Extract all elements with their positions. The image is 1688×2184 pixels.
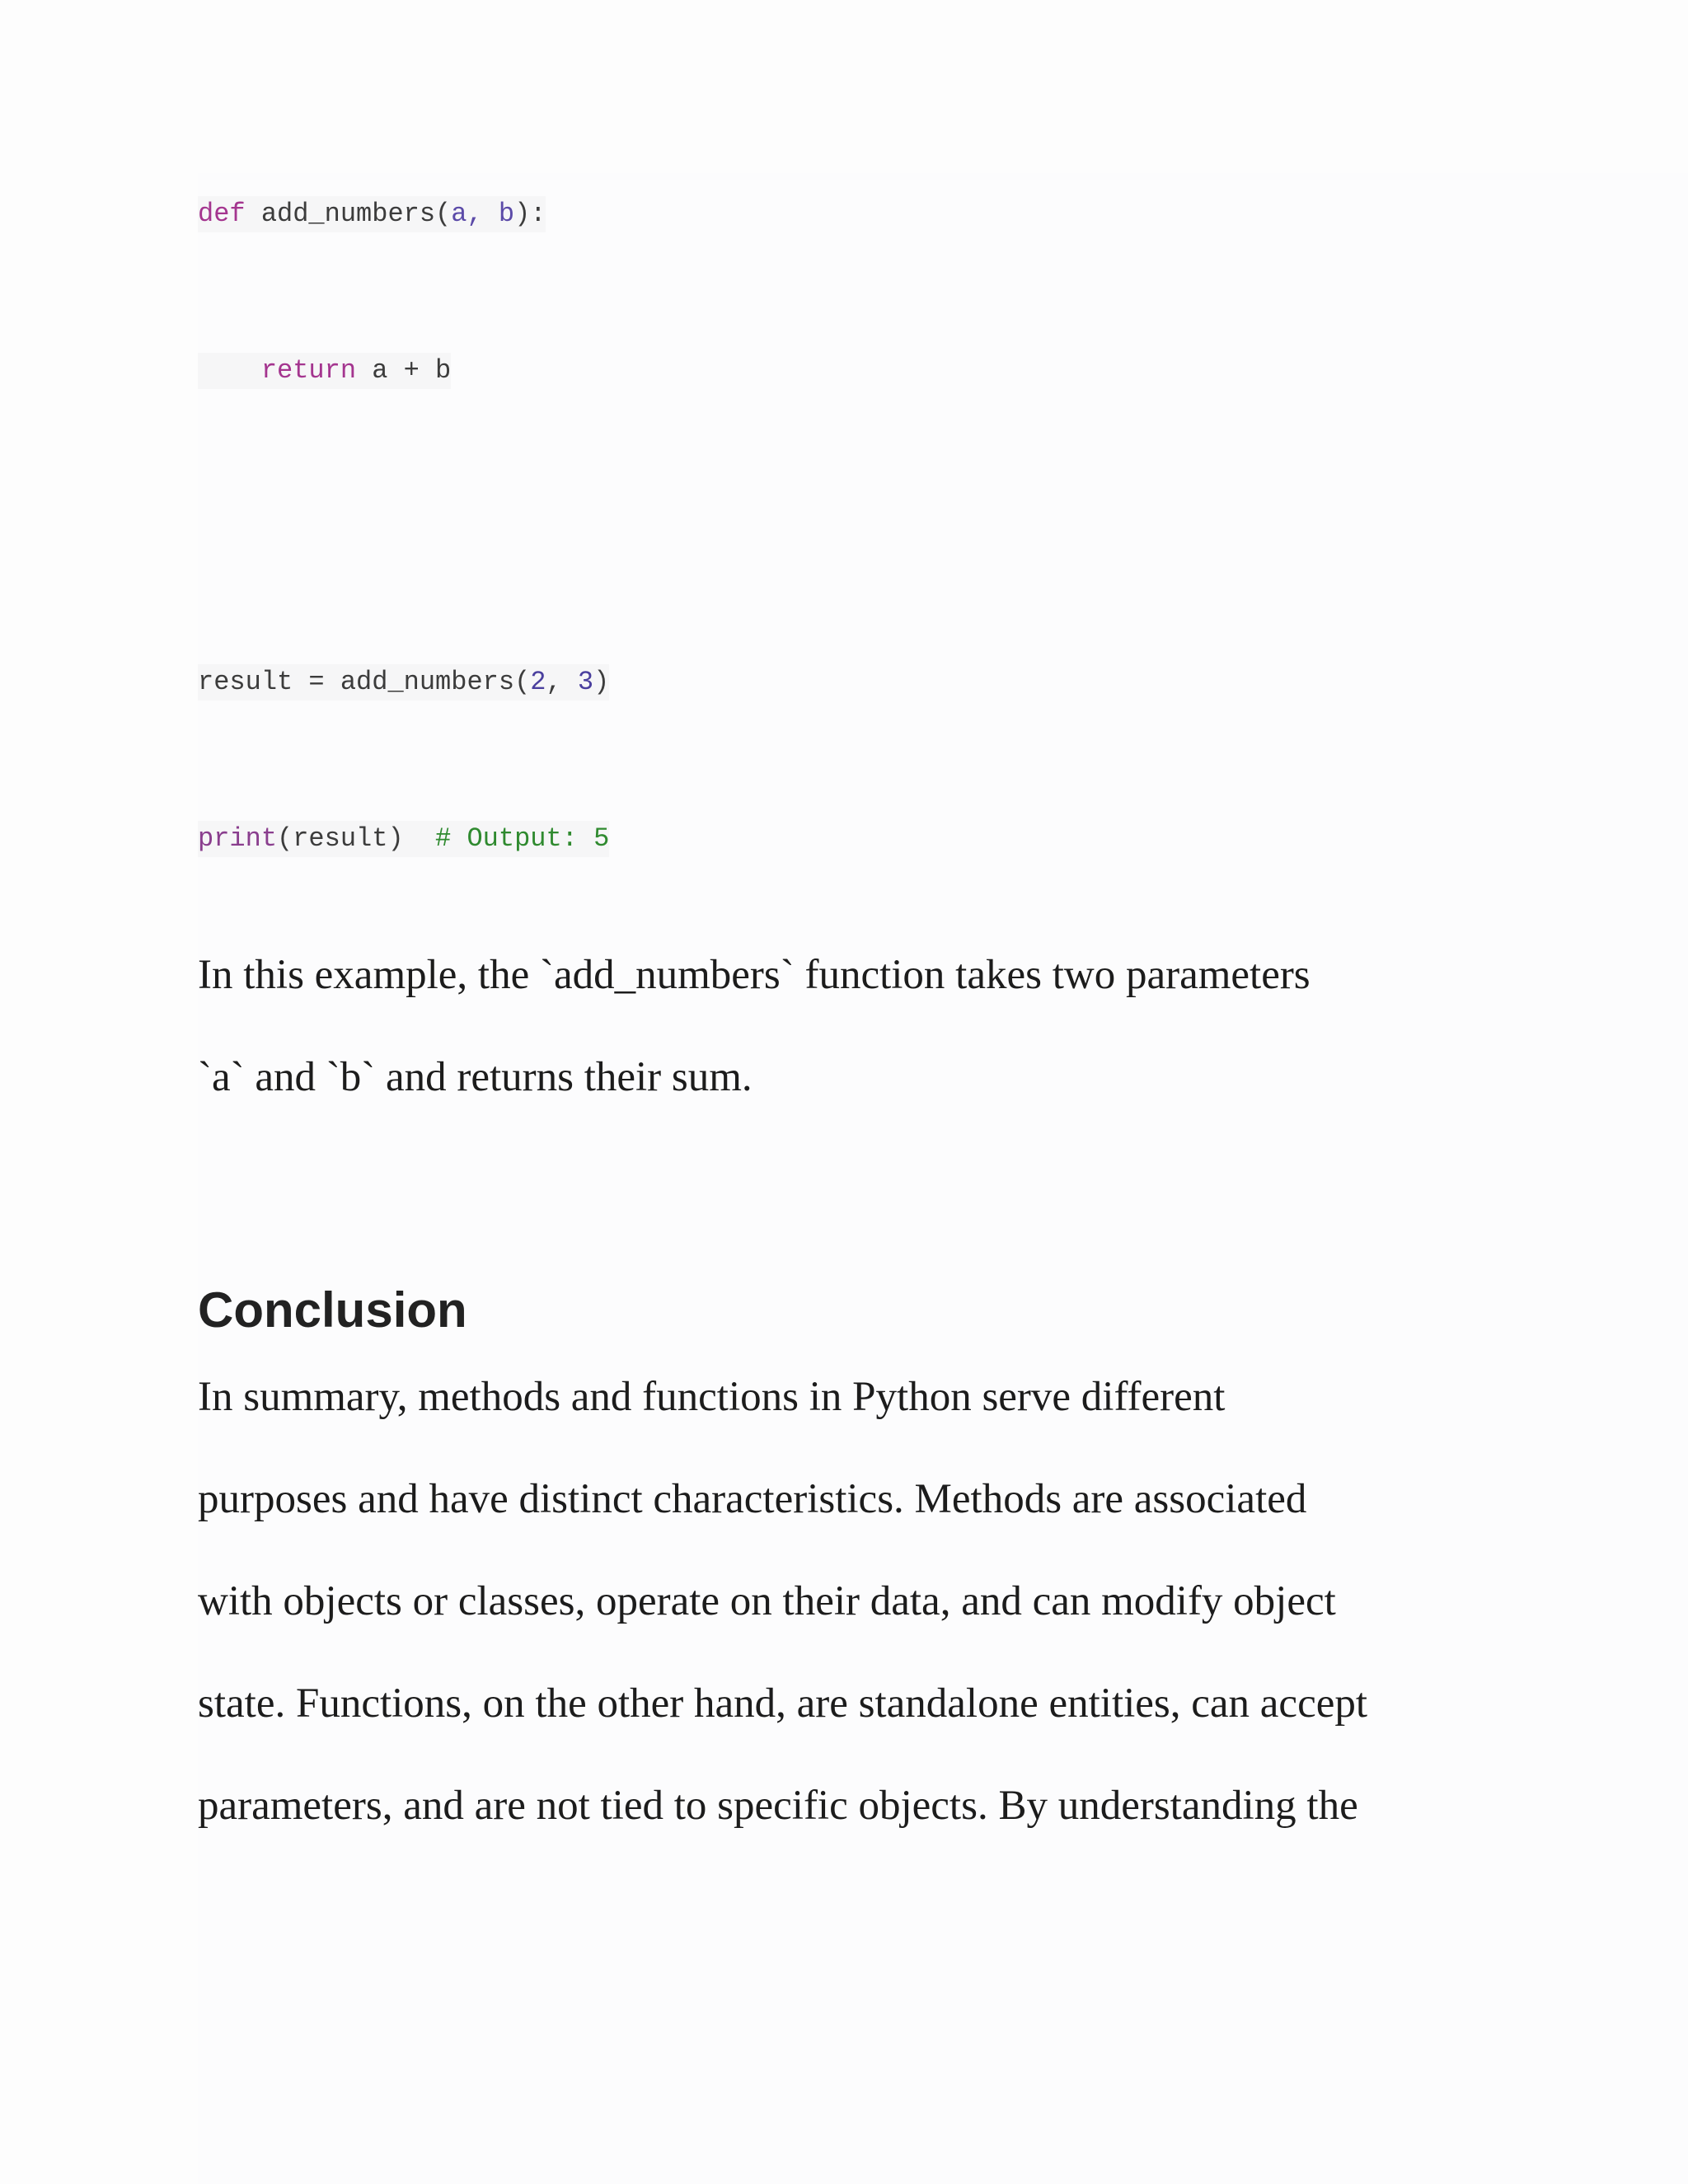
conclusion-line-4: state. Functions, on the other hand, are standalone entities, can accept <box>198 1680 1368 1727</box>
conclusion-line-5: parameters, and are not tied to specific objects. By understanding the <box>198 1783 1358 1829</box>
code-arg-separator: , <box>546 667 578 697</box>
code-param-separator: , <box>467 199 499 229</box>
code-param-a: a <box>451 199 467 229</box>
code-number-2: 2 <box>530 667 546 697</box>
code-number-3: 3 <box>577 667 594 697</box>
conclusion-line-2: purposes and have distinct characteristics. Methods are associated <box>198 1476 1307 1522</box>
code-line-result <box>198 664 609 701</box>
code-builtin-print: print <box>198 823 278 854</box>
code-indent <box>198 355 261 386</box>
code-function-name: add_numbers( <box>245 199 452 229</box>
code-block-background <box>198 173 1688 2184</box>
code-print-args: (result) <box>277 823 436 854</box>
code-line-return <box>198 353 451 389</box>
explanation-line-1: In this example, the `add_numbers` function takes two parameters <box>198 952 1311 998</box>
explanation-line-2: `a` and `b` and returns their sum. <box>198 1054 753 1100</box>
code-keyword-def: def <box>198 199 246 229</box>
code-line-def <box>198 196 546 232</box>
code-result-assign: result = add_numbers( <box>198 667 531 697</box>
code-return-expression: a + b <box>356 355 452 386</box>
section-heading-conclusion: Conclusion <box>198 1282 467 1338</box>
code-line-print <box>198 821 609 857</box>
code-call-end: ) <box>593 667 610 697</box>
code-comment: # Output: 5 <box>435 823 610 854</box>
code-def-end: ): <box>514 199 546 229</box>
code-keyword-return: return <box>260 355 357 386</box>
conclusion-line-3: with objects or classes, operate on their data, and can modify object <box>198 1578 1336 1624</box>
code-param-b: b <box>498 199 515 229</box>
conclusion-line-1: In summary, methods and functions in Python serve different <box>198 1374 1226 1420</box>
